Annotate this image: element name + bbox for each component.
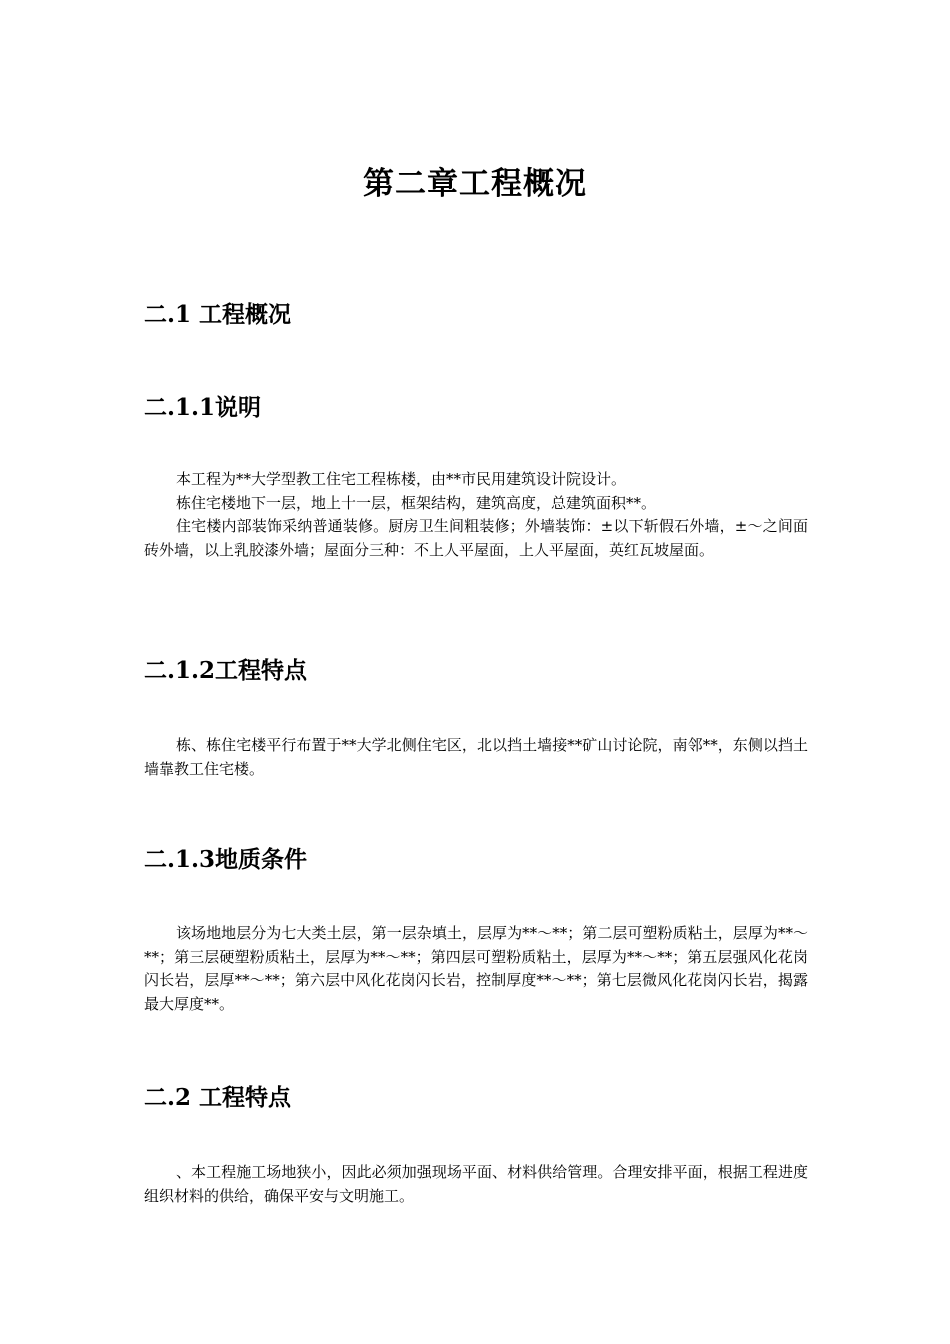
paragraph: 栋、栋住宅楼平行布置于**大学北侧住宅区，北以挡土墙接**矿山讨论院，南邻**，东侧以挡土墙靠教工住宅楼。 [144, 736, 808, 778]
section-2-2-body [144, 1161, 808, 1208]
section-heading-2-1: 二.1 工程概况 [144, 301, 292, 328]
paragraph: 、本工程施工场地狭小，因此必须加强现场平面、材料供给管理。合理安排平面，根据工程进度组织材料的供给，确保平安与文明施工。 [144, 1163, 808, 1205]
chapter-title: 第二章工程概况 [363, 166, 587, 202]
section-2-1-1-body [144, 468, 808, 562]
paragraph: 栋住宅楼地下一层，地上十一层，框架结构，建筑高度，总建筑面积**。 [176, 493, 657, 512]
section-heading-2-2: 二.2 工程特点 [144, 1084, 292, 1111]
paragraph: 该场地地层分为七大类土层，第一层杂填土，层厚为**～**；第二层可塑粉质粘土，层厚为**～**；第三层硬塑粉质粘土，层厚为**～**；第四层可塑粉质粘土，层厚为**～**；第五层强风化花岗闪长岩，层厚**～**；第六层中风化花岗闪长岩，控制厚度**～**；第七层微风化花岗闪长岩，揭露最大厚度**。 [144, 924, 808, 1013]
section-2-1-2-body [144, 734, 808, 781]
section-2-1-3-body [144, 922, 808, 1016]
section-heading-2-1-3: 二.1.3地质条件 [144, 846, 308, 873]
section-heading-2-1-1: 二.1.1说明 [144, 394, 262, 421]
paragraph: 住宅楼内部装饰采纳普通装修。厨房卫生间粗装修；外墙装饰：±以下斩假石外墙，±～之间面砖外墙，以上乳胶漆外墙；屋面分三种：不上人平屋面，上人平屋面，英红瓦坡屋面。 [144, 517, 808, 559]
section-heading-2-1-2: 二.1.2工程特点 [144, 657, 308, 684]
paragraph: 本工程为**大学型教工住宅工程栋楼，由**市民用建筑设计院设计。 [176, 470, 627, 488]
